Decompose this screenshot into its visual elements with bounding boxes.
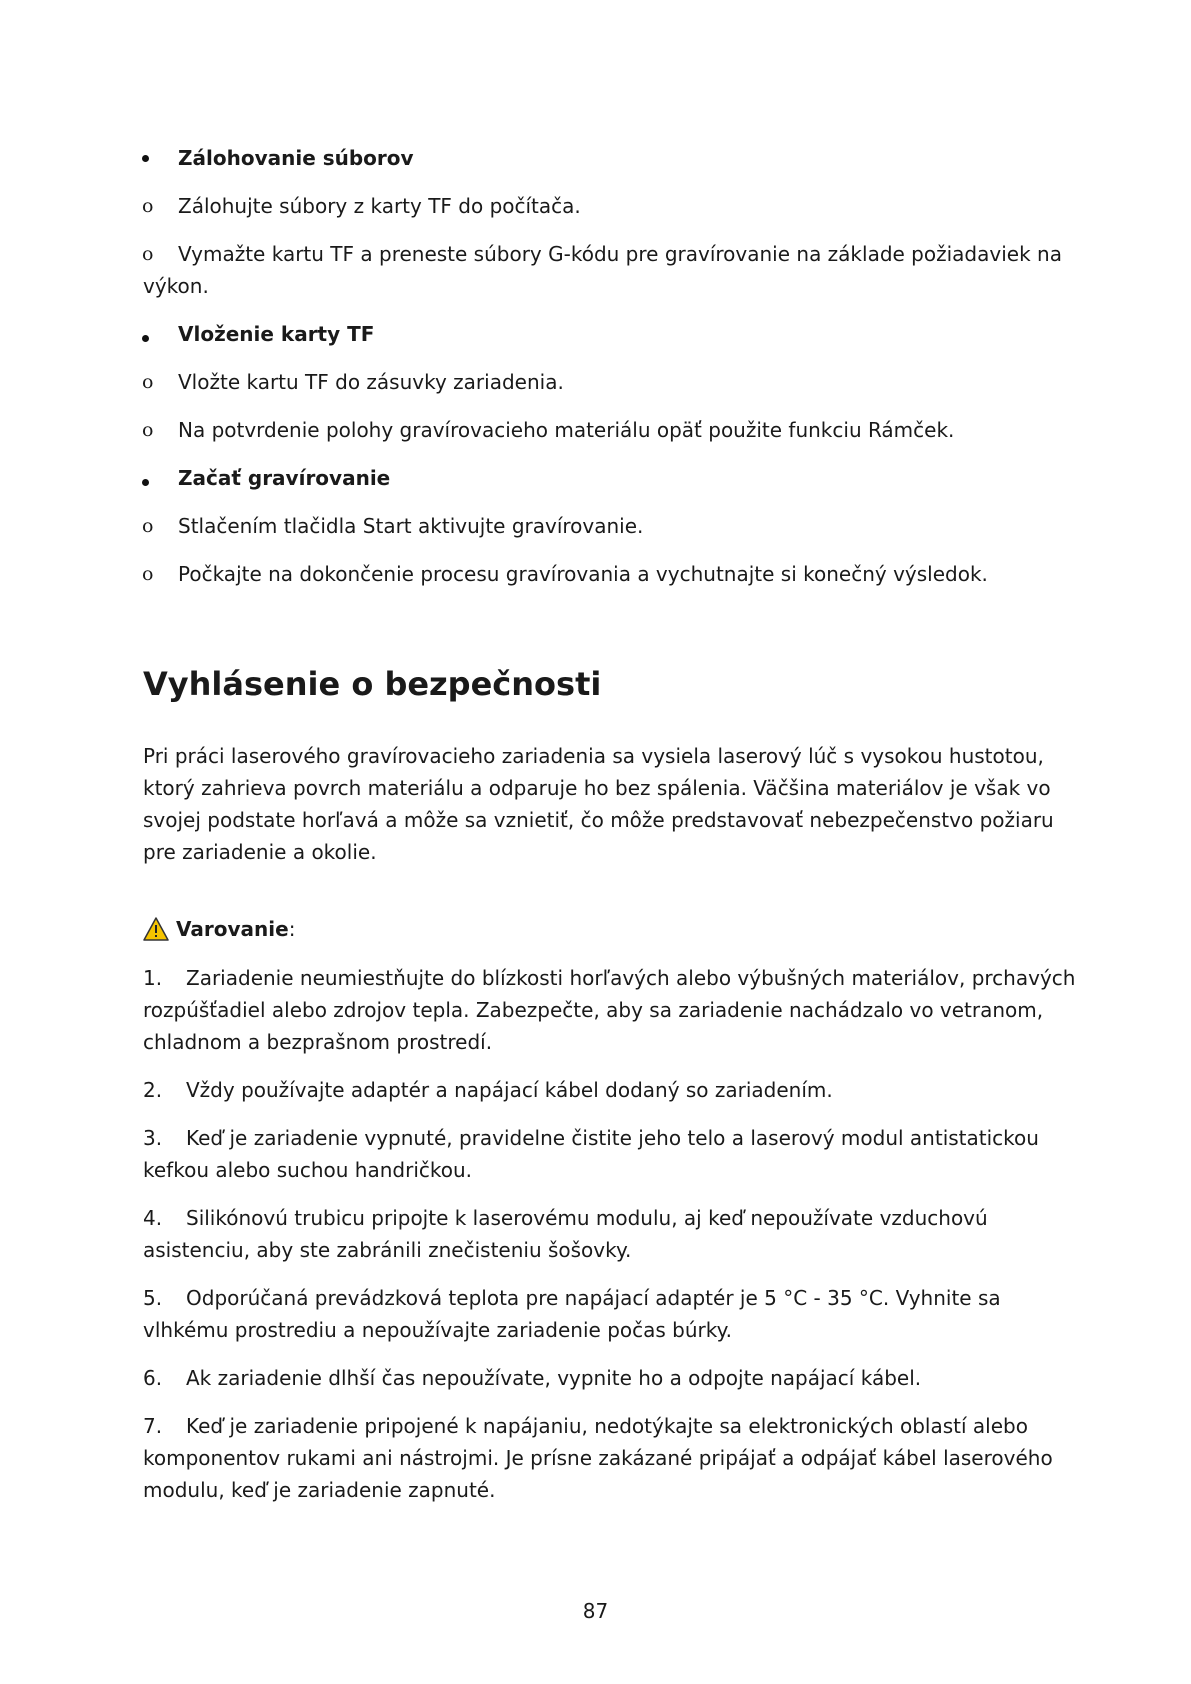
start-title: Začať gravírovanie: [178, 466, 391, 490]
item-4-line: asistenciu, aby ste zabránili znečisteniu šošovky.: [143, 1238, 632, 1262]
backup-item-2-line-2: výkon.: [143, 274, 209, 298]
backup-item-2-line-1: Vymažte kartu TF a preneste súbory G-kódu pre gravírovanie na základe požiadaviek na: [178, 242, 1062, 266]
item-4-first-line: Silikónovú trubicu pripojte k laserovému modulu, aj keď nepoužívate vzduchovú: [186, 1206, 988, 1230]
item-7-line: modulu, keď je zariadenie zapnuté.: [143, 1478, 496, 1502]
backup-item-1: Zálohujte súbory z karty TF do počítača.: [178, 194, 581, 218]
item-7-line: komponentov rukami ani nástrojmi. Je prísne zakázané pripájať a odpájať kábel laserového: [143, 1446, 1053, 1470]
safety-heading: Vyhlásenie o bezpečnosti: [143, 665, 602, 703]
page-number: 87: [582, 1599, 609, 1623]
circle-marker: o: [142, 243, 154, 265]
item-5-first-line: Odporúčaná prevádzková teplota pre napájací adaptér je 5 °C - 35 °C. Vyhnite sa: [186, 1286, 1001, 1310]
bullet-icon: [142, 335, 149, 342]
safety-intro: [143, 740, 1063, 868]
item-number: 3.: [143, 1126, 163, 1150]
backup-title: Zálohovanie súborov: [178, 146, 414, 170]
warning-icon: [143, 917, 169, 941]
item-number: 4.: [143, 1206, 163, 1230]
item-number: 2.: [143, 1078, 163, 1102]
insert-title: Vloženie karty TF: [178, 322, 375, 346]
start-item-1: Stlačením tlačidla Start aktivujte gravírovanie.: [178, 514, 644, 538]
item-2-first-line: Vždy používajte adaptér a napájací kábel dodaný so zariadením.: [186, 1078, 833, 1102]
bullet-icon: [142, 155, 149, 162]
insert-item-2: Na potvrdenie polohy gravírovacieho materiálu opäť použite funkciu Rámček.: [178, 418, 955, 442]
circle-marker: o: [142, 419, 154, 441]
circle-marker: o: [142, 195, 154, 217]
intro-line: pre zariadenie a okolie.: [143, 840, 377, 864]
circle-marker: o: [142, 515, 154, 537]
intro-line: svojej podstate horľavá a môže sa vznietiť, čo môže predstavovať nebezpečenstvo požiaru: [143, 808, 1054, 832]
item-1-first-line: Zariadenie neumiestňujte do blízkosti horľavých alebo výbušných materiálov, prchavých: [186, 966, 1076, 990]
item-number: 7.: [143, 1414, 163, 1438]
item-number: 1.: [143, 966, 163, 990]
intro-line: Pri práci laserového gravírovacieho zariadenia sa vysiela laserový lúč s vysokou hustotou,: [143, 744, 1044, 768]
warning-label-row: [176, 913, 295, 945]
item-number: 5.: [143, 1286, 163, 1310]
warning-colon: :: [288, 917, 296, 941]
item-3-first-line: Keď je zariadenie vypnuté, pravidelne čistite jeho telo a laserový modul antistatickou: [186, 1126, 1039, 1150]
start-item-2: Počkajte na dokončenie procesu gravírovania a vychutnajte si konečný výsledok.: [178, 562, 988, 586]
warning-label: Varovanie: [176, 917, 289, 941]
circle-marker: o: [142, 563, 154, 585]
item-number: 6.: [143, 1366, 163, 1390]
insert-item-1: Vložte kartu TF do zásuvky zariadenia.: [178, 370, 564, 394]
item-1-line: chladnom a bezprašnom prostredí.: [143, 1030, 493, 1054]
item-6-first-line: Ak zariadenie dlhší čas nepoužívate, vypnite ho a odpojte napájací kábel.: [186, 1366, 922, 1390]
circle-marker: o: [142, 371, 154, 393]
item-5-line: vlhkému prostrediu a nepoužívajte zariadenie počas búrky.: [143, 1318, 732, 1342]
item-1-line: rozpúšťadiel alebo zdrojov tepla. Zabezpečte, aby sa zariadenie nachádzalo vo vetranom,: [143, 998, 1044, 1022]
bullet-icon: [142, 479, 149, 486]
intro-line: ktorý zahrieva povrch materiálu a odparuje ho bez spálenia. Väčšina materiálov je však vo: [143, 776, 1051, 800]
item-7-first-line: Keď je zariadenie pripojené k napájaniu, nedotýkajte sa elektronických oblastí alebo: [186, 1414, 1028, 1438]
item-3-line: kefkou alebo suchou handričkou.: [143, 1158, 473, 1182]
